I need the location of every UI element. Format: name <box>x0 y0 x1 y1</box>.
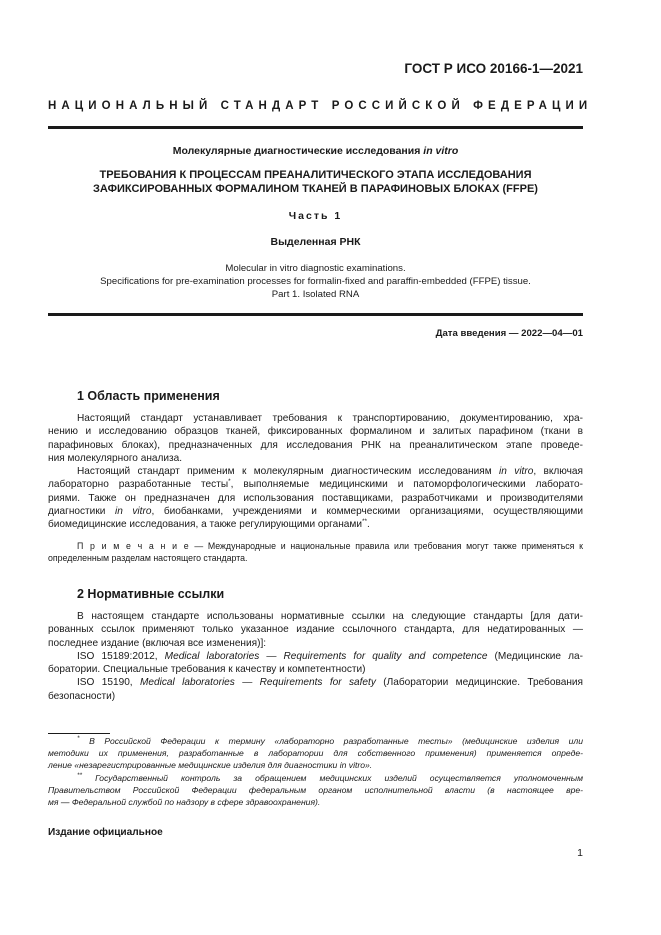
part-title: Выделенная РНК <box>270 236 361 248</box>
english-title: Molecular in vitro diagnostic examinations. Specifications for pre-examination processes for formalin-fixed and paraffin-embedded (FFPE) tissue. Part 1. Isolated RNA <box>100 263 531 300</box>
section2-heading: 2 Нормативные ссылки <box>77 587 225 601</box>
section1-paragraph1: Настоящий стандарт устанавливает требования к транспортированию, документированию, хра- нению и исследованию образцов тканей, фиксированных формалином и залитых парафином (ткани в парафиновых блоках), предназначенных для исследования РНК на преаналитическом этапе проведе- ния молекулярного анализа. <box>48 413 583 464</box>
footnote-1: * В Российской Федерации к термину «лабораторно разработанные тесты» (медицинские изделия или методики их применения, разработанные в лаборатории для собственного применения) применяется опреде- ление «незарегистрированные медицинские изделия для диагностики in vitro». <box>48 735 584 770</box>
official-edition-label: Издание официальное <box>48 827 163 838</box>
section1-paragraph2: Настоящий стандарт применим к молекулярным диагностическим исследованиям in vitro, включая лабораторно разработанные тесты*, выполняемые медицинскими и патоморфологическими лаборато- риями. Также он предназначен для использования поставщиками, разработчиками и производителями диагностики in vitro, биобанками, учреждениями и коммерческими организациями, осуществляющими биомедицинские исследования, а также регулирующими органами**. <box>48 466 583 531</box>
section1-heading: 1 Область применения <box>77 389 220 403</box>
title-bottom-rule <box>48 313 583 316</box>
national-standard-banner: НАЦИОНАЛЬНЫЙ СТАНДАРТ РОССИЙСКОЙ ФЕДЕРАЦИИ <box>48 100 593 112</box>
top-rule <box>48 126 583 129</box>
section2-paragraph1: В настоящем стандарте использованы нормативные ссылки на следующие стандарты [для дати- рованных ссылок применяют только указанное издание ссылочного стандарта, для недатированных — последнее издание (включая все изменения)]: ISO 15189:2012, Medical laboratories — Requirements for quality and competence (Медицинские ла- боратории. Специальные требования к качеству и компетентности) ISO 15190, Medical laboratories — Requirements for safety (Лаборатории медицинские. Требования безопасности) <box>48 611 583 702</box>
document-number: ГОСТ Р ИСО 20166-1—2021 <box>404 61 583 76</box>
section1-note: П р и м е ч а н и е — Международные и национальные правила или требования могут также применяться к определенным разделам настоящего стандарта. <box>48 541 583 563</box>
standard-subtitle: Молекулярные диагностические исследования in vitro <box>172 145 459 157</box>
footnote-rule <box>48 733 110 734</box>
effective-date: Дата введения — 2022—04—01 <box>435 328 583 339</box>
footnote-2: ** Государственный контроль за обращением медицинских изделий осуществляется уполномоченным Правительством Российской Федерации федеральным органом исполнительной власти (в настоящее вре- мя — Федеральной службой по надзору в сфере здравоохранения). <box>48 772 583 807</box>
part-label: Часть 1 <box>288 210 343 222</box>
page-number: 1 <box>577 847 583 859</box>
standard-title: ТРЕБОВАНИЯ К ПРОЦЕССАМ ПРЕАНАЛИТИЧЕСКОГО ЭТАПА ИССЛЕДОВАНИЯ ЗАФИКСИРОВАННЫХ ФОРМАЛИНОМ ТКАНЕЙ В ПАРАФИНОВЫХ БЛОКАХ (FFPE) <box>93 169 538 195</box>
